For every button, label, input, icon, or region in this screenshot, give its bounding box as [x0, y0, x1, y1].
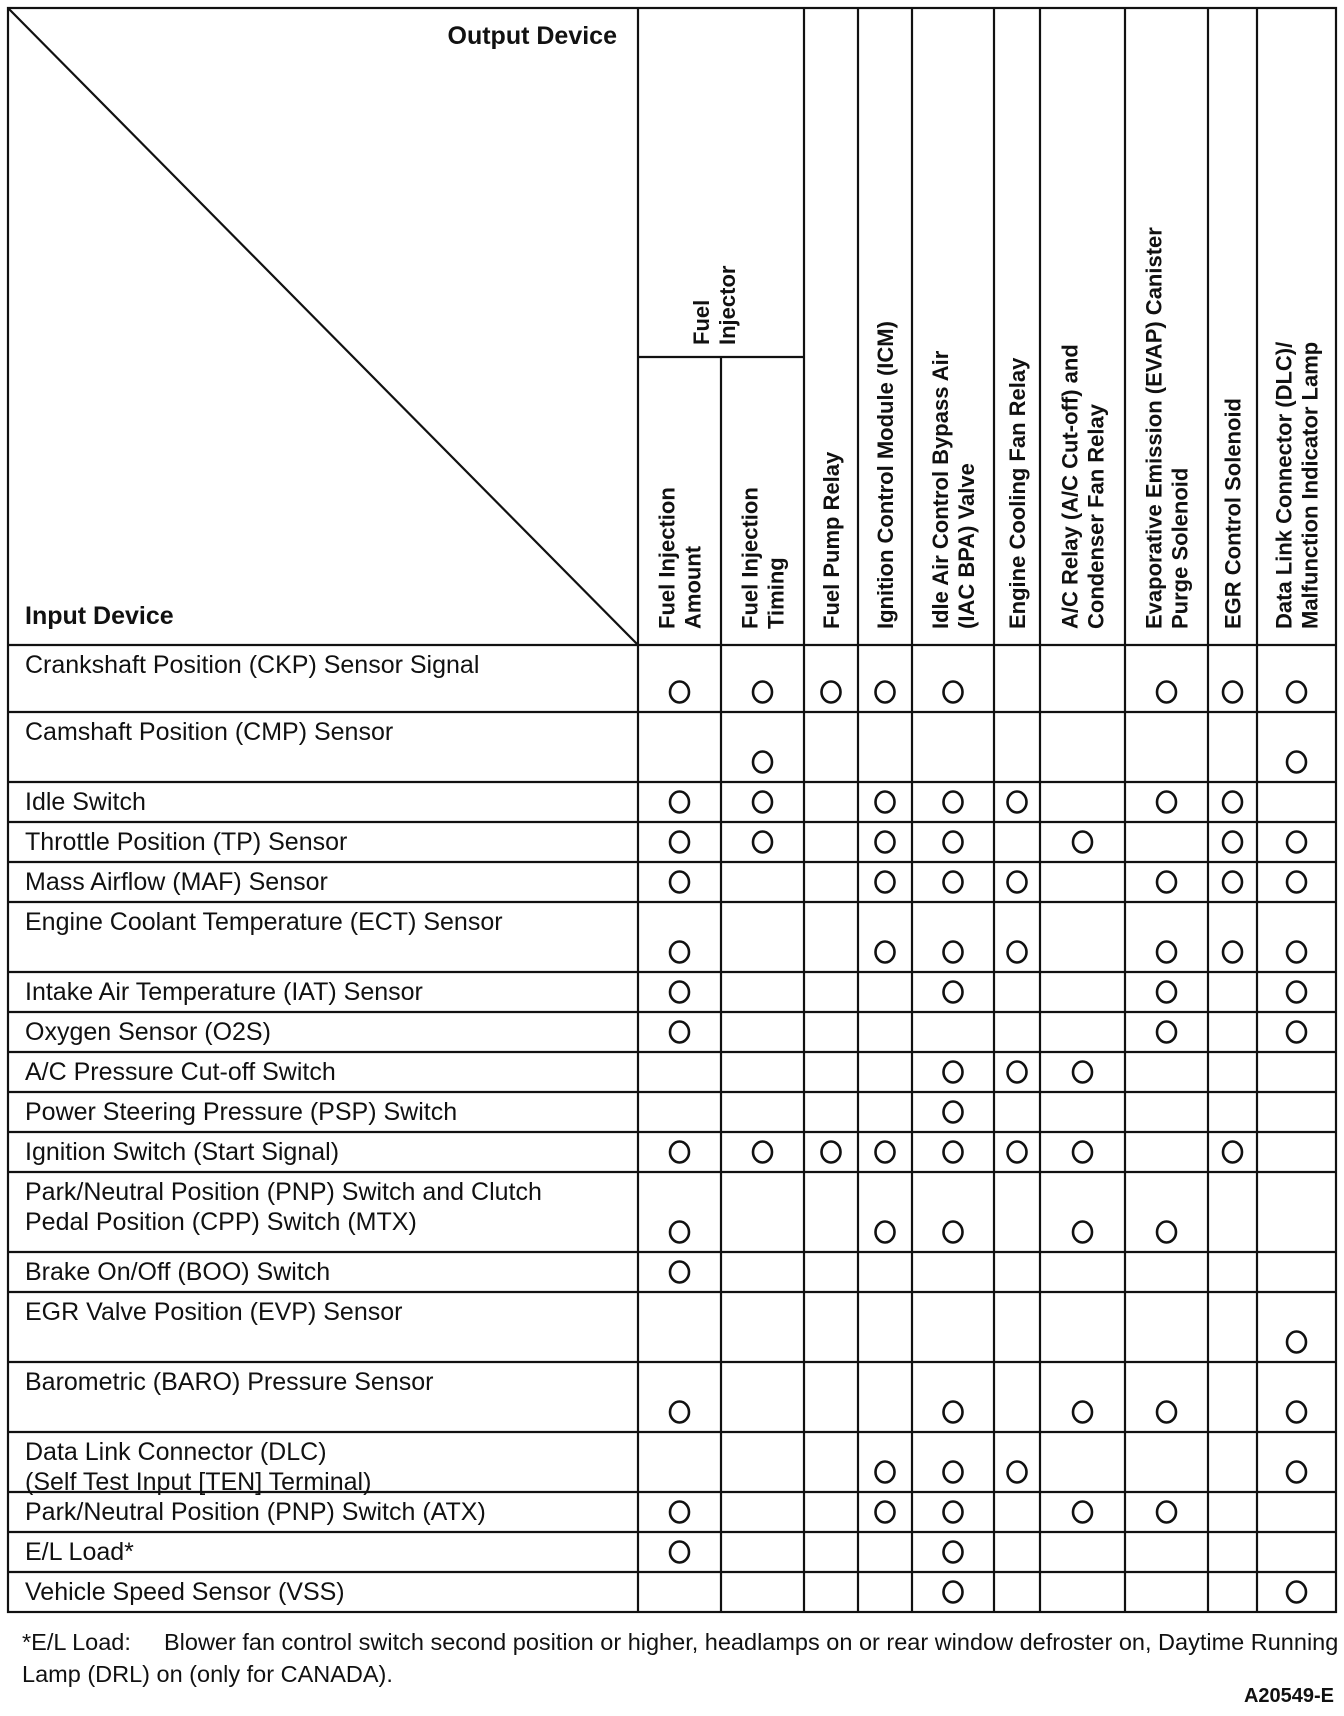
relationship-mark — [1223, 942, 1242, 963]
relationship-mark — [1008, 1062, 1027, 1083]
relationship-mark — [876, 792, 895, 813]
row-label: EGR Valve Position (EVP) Sensor — [25, 1298, 403, 1326]
relationship-mark — [1157, 1222, 1176, 1243]
relationship-mark — [670, 792, 689, 813]
relationship-mark — [1223, 832, 1242, 853]
row-label: (Self Test Input [TEN] Terminal) — [25, 1468, 372, 1496]
relationship-mark — [1008, 942, 1027, 963]
row-label: Barometric (BARO) Pressure Sensor — [25, 1368, 434, 1396]
relationship-mark — [876, 1462, 895, 1483]
relationship-mark — [1157, 1502, 1176, 1523]
relationship-mark — [753, 832, 772, 853]
relationship-mark — [670, 1142, 689, 1163]
relationship-mark — [1287, 752, 1306, 773]
column-header-label: Ignition Control Module (ICM) — [873, 321, 898, 629]
column-header-label: Data Link Connector (DLC)/ — [1271, 341, 1297, 629]
column-header-label: Timing — [763, 557, 789, 629]
relationship-mark — [753, 792, 772, 813]
relationship-mark — [944, 872, 963, 893]
relationship-mark — [876, 832, 895, 853]
relationship-mark — [670, 1502, 689, 1523]
relationship-mark — [753, 682, 772, 703]
column-header-label: Engine Cooling Fan Relay — [1005, 357, 1030, 629]
column-header-label: Purge Solenoid — [1167, 467, 1193, 629]
row-label: Brake On/Off (BOO) Switch — [25, 1258, 331, 1286]
relationship-mark — [1073, 832, 1092, 853]
footnote-text: Blower fan control switch second position or higher, headlamps on or rear window defroster on, Daytime Running Lamp (DRL) on (only for CANADA). — [22, 1629, 1339, 1687]
relationship-mark — [1008, 792, 1027, 813]
row-label: A/C Pressure Cut-off Switch — [25, 1058, 336, 1086]
relationship-mark — [944, 1542, 963, 1563]
relationship-mark — [822, 682, 841, 703]
row-label: E/L Load* — [25, 1538, 134, 1566]
relationship-mark — [1157, 682, 1176, 703]
relationship-mark — [1008, 872, 1027, 893]
relationship-mark — [1223, 872, 1242, 893]
relationship-mark — [670, 942, 689, 963]
relationship-mark — [1287, 872, 1306, 893]
row-label: Park/Neutral Position (PNP) Switch and Clutch — [25, 1178, 542, 1206]
row-label: Ignition Switch (Start Signal) — [25, 1138, 340, 1166]
row-label: Oxygen Sensor (O2S) — [25, 1018, 271, 1046]
relationship-mark — [1287, 1022, 1306, 1043]
relationship-mark — [944, 1582, 963, 1603]
relationship-mark — [876, 1222, 895, 1243]
column-header-label: Idle Air Control Bypass Air — [928, 350, 953, 629]
relationship-mark — [1223, 682, 1242, 703]
row-label: Data Link Connector (DLC) — [25, 1438, 327, 1466]
relationship-mark — [944, 1062, 963, 1083]
footnote — [22, 1626, 1344, 1690]
row-label: Power Steering Pressure (PSP) Switch — [25, 1098, 458, 1126]
relationship-mark — [944, 1142, 963, 1163]
relationship-mark — [1157, 1022, 1176, 1043]
relationship-mark — [670, 1402, 689, 1423]
relationship-mark — [944, 942, 963, 963]
column-header-label: A/C Relay (A/C Cut-off) and — [1057, 344, 1083, 629]
relationship-mark — [670, 1262, 689, 1283]
row-label: Crankshaft Position (CKP) Sensor Signal — [25, 651, 480, 679]
column-header-label: EGR Control Solenoid — [1220, 398, 1246, 629]
row-label: Idle Switch — [25, 788, 146, 816]
column-header-label: Condenser Fan Relay — [1083, 404, 1109, 629]
column-header-label: Malfunction Indicator Lamp — [1297, 341, 1323, 629]
row-label: Throttle Position (TP) Sensor — [25, 828, 348, 856]
relationship-mark — [1073, 1062, 1092, 1083]
relationship-mark — [1008, 1142, 1027, 1163]
column-header-label: (IAC BPA) Valve — [954, 463, 979, 629]
output-device-label: Output Device — [447, 22, 617, 50]
relationship-mark — [944, 792, 963, 813]
row-label: Park/Neutral Position (PNP) Switch (ATX) — [25, 1498, 486, 1526]
relationship-mark — [876, 1142, 895, 1163]
row-label: Pedal Position (CPP) Switch (MTX) — [25, 1208, 417, 1236]
relationship-mark — [944, 682, 963, 703]
relationship-mark — [1157, 1402, 1176, 1423]
row-label: Engine Coolant Temperature (ECT) Sensor — [25, 908, 503, 936]
column-header-label: Evaporative Emission (EVAP) Canister — [1141, 227, 1167, 629]
row-label: Mass Airflow (MAF) Sensor — [25, 868, 328, 896]
relationship-mark — [876, 872, 895, 893]
relationship-mark — [944, 982, 963, 1003]
fuel-injector-group-label: Injector — [715, 265, 740, 345]
relationship-mark — [1073, 1502, 1092, 1523]
row-label: Camshaft Position (CMP) Sensor — [25, 718, 394, 746]
footnote-key: *E/L Load: — [22, 1629, 131, 1655]
relationship-mark — [1287, 832, 1306, 853]
fuel-injector-group-label: Fuel — [689, 299, 714, 345]
relationship-mark — [670, 872, 689, 893]
relationship-mark — [944, 832, 963, 853]
relationship-mark — [1223, 792, 1242, 813]
column-header-label: Fuel Injection — [654, 487, 680, 629]
relationship-mark — [1287, 1582, 1306, 1603]
relationship-mark — [1287, 982, 1306, 1003]
column-header-label: Amount — [680, 545, 706, 629]
relationship-mark — [1157, 792, 1176, 813]
relationship-mark — [1008, 1462, 1027, 1483]
relationship-mark — [1223, 1142, 1242, 1163]
relationship-mark — [944, 1102, 963, 1123]
relationship-mark — [753, 752, 772, 773]
relationship-mark — [670, 1542, 689, 1563]
relationship-mark — [1073, 1402, 1092, 1423]
relationship-mark — [670, 982, 689, 1003]
relationship-mark — [876, 682, 895, 703]
relationship-mark — [1157, 942, 1176, 963]
relationship-mark — [1157, 982, 1176, 1003]
figure-id: A20549-E — [1243, 1685, 1334, 1707]
relationship-mark — [670, 832, 689, 853]
relationship-mark — [876, 1502, 895, 1523]
relationship-mark — [1287, 1462, 1306, 1483]
relationship-mark — [670, 682, 689, 703]
row-label: Vehicle Speed Sensor (VSS) — [25, 1578, 345, 1606]
row-label: Intake Air Temperature (IAT) Sensor — [25, 978, 423, 1006]
relationship-mark — [753, 1142, 772, 1163]
header-diagonal — [8, 8, 638, 645]
relationship-mark — [944, 1402, 963, 1423]
relationship-mark — [670, 1022, 689, 1043]
relationship-mark — [1287, 942, 1306, 963]
relationship-mark — [944, 1502, 963, 1523]
relationship-mark — [1073, 1222, 1092, 1243]
column-header-label: Fuel Injection — [737, 487, 763, 629]
relationship-mark — [1287, 1402, 1306, 1423]
relationship-mark — [944, 1222, 963, 1243]
relationship-mark — [1287, 682, 1306, 703]
relationship-mark — [1157, 872, 1176, 893]
column-header-label: Fuel Pump Relay — [819, 451, 844, 629]
input-device-label: Input Device — [25, 602, 174, 630]
relationship-mark — [1287, 1332, 1306, 1353]
relationship-mark — [822, 1142, 841, 1163]
relationship-mark — [1073, 1142, 1092, 1163]
relationship-mark — [670, 1222, 689, 1243]
relationship-mark — [876, 942, 895, 963]
relationship-mark — [944, 1462, 963, 1483]
